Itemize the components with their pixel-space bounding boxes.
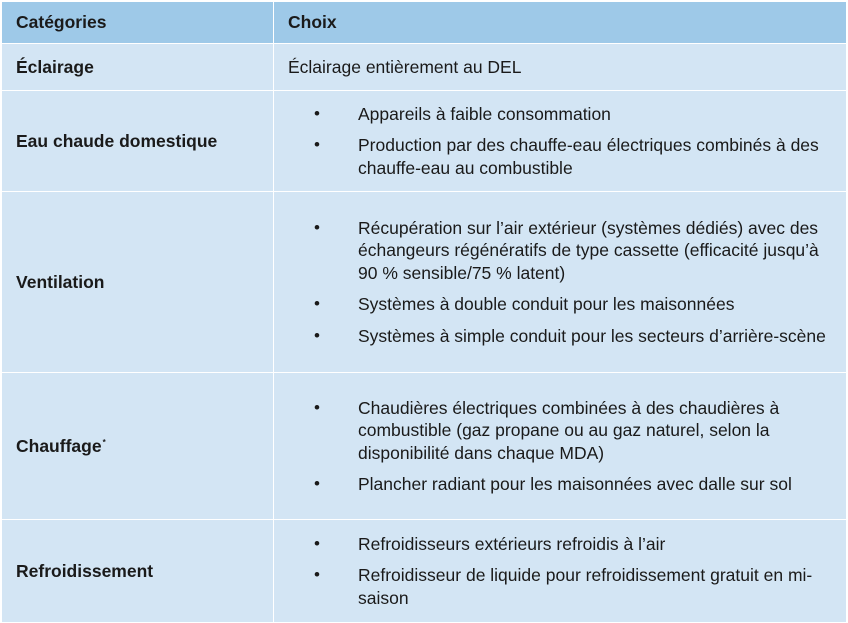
table-row — [2, 520, 847, 623]
table-row — [2, 91, 847, 192]
category-label: Chauffage — [16, 435, 102, 456]
choice-list — [288, 397, 845, 496]
list-item: • Récupération sur l’air extérieur (systèmes dédiés) avec des échangeurs régénératifs de type cassette (efficacité jusqu’à 90 % sensible/75 % latent) — [314, 217, 819, 283]
list-item: • Refroidisseurs extérieurs refroidis à l’air — [314, 533, 666, 554]
list-item: • Plancher radiant pour les maisonnées avec dalle sur sol — [314, 474, 792, 494]
bullet-icon: • — [314, 565, 320, 585]
category-label: Refroidissement — [16, 560, 154, 581]
category-cell — [2, 192, 274, 373]
choice-cell — [274, 192, 847, 373]
category-cell — [2, 91, 274, 192]
systems-table — [1, 1, 847, 623]
bullet-icon: • — [314, 294, 320, 314]
choice-cell — [274, 44, 847, 91]
bullet-icon: • — [314, 135, 320, 155]
choice-cell — [274, 91, 847, 192]
category-cell — [2, 44, 274, 91]
table-row — [2, 192, 847, 373]
list-item: • Chaudières électriques combinées à des chaudières à combustible (gaz propane ou au gaz naturel, selon la disponibilité dans chaque MDA) — [314, 397, 780, 463]
list-item: • Production par des chauffe-eau électriques combinés à des chauffe-eau au combustible — [314, 135, 819, 178]
category-cell — [2, 373, 274, 520]
bullet-icon: • — [314, 533, 320, 553]
list-item: • Appareils à faible consommation — [314, 103, 611, 124]
list-item: • Systèmes à double conduit pour les maisonnées — [314, 294, 735, 315]
header-row — [2, 2, 847, 44]
footnote-mark: * — [102, 437, 106, 447]
header-categories: Catégories — [2, 2, 274, 44]
choice-list — [288, 533, 845, 610]
category-label: Éclairage — [16, 56, 94, 77]
bullet-icon: • — [314, 474, 320, 493]
header-choice: Choix — [274, 2, 847, 44]
choice-cell — [274, 373, 847, 520]
bullet-icon: • — [314, 217, 320, 237]
bullet-icon: • — [314, 325, 320, 345]
choice-list — [288, 103, 845, 180]
table-row — [2, 373, 847, 520]
list-item: • Systèmes à simple conduit pour les secteurs d’arrière-scène — [314, 325, 826, 346]
table-row — [2, 44, 847, 91]
choice-text: Éclairage entièrement au DEL — [288, 56, 522, 77]
list-item: • Refroidisseur de liquide pour refroidissement gratuit en mi-saison — [314, 565, 813, 608]
category-label: Ventilation — [16, 271, 105, 292]
choice-cell — [274, 520, 847, 623]
category-label: Eau chaude domestique — [16, 130, 218, 151]
bullet-icon: • — [314, 103, 320, 123]
choice-list — [288, 217, 845, 348]
bullet-icon: • — [314, 397, 320, 417]
category-cell — [2, 520, 274, 623]
